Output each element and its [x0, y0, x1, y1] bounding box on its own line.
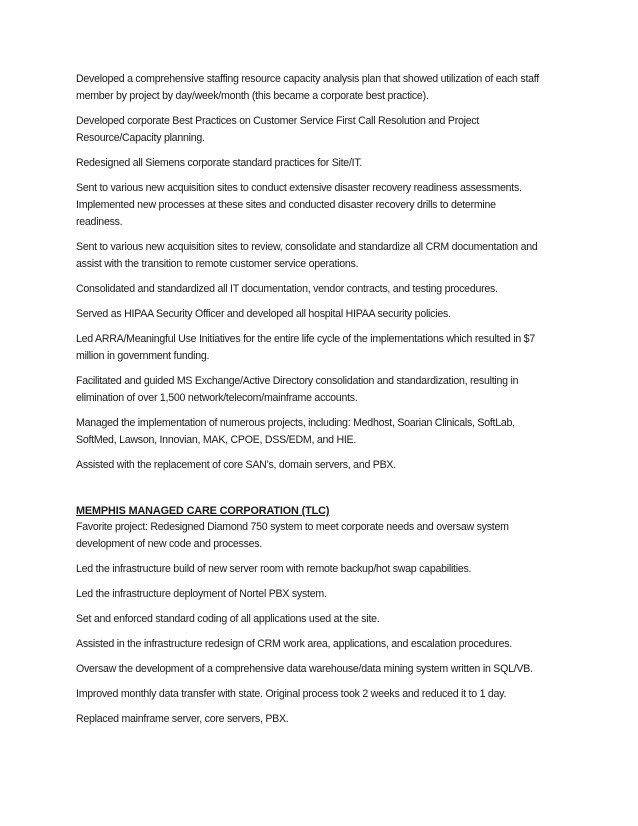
- achievement-paragraph: Improved monthly data transfer with state. Original process took 2 weeks and reduced it to 1 day.: [76, 688, 507, 700]
- achievement-paragraph: Managed the implementation of numerous projects, including: Medhost, Soarian Clinicals, SoftLab, SoftMed, Lawson, Innovian, MAK, CPOE, DSS/EDM, and HIE.: [76, 417, 515, 446]
- achievement-paragraph: Led the infrastructure deployment of Nortel PBX system.: [76, 588, 327, 600]
- achievement-paragraph: Developed a comprehensive staffing resource capacity analysis plan that showed utilization of each staff member by project by day/week/month (this became a corporate best practice).: [76, 73, 539, 102]
- achievement-paragraph: Redesigned all Siemens corporate standard practices for Site/IT.: [76, 157, 363, 169]
- achievement-paragraph: Sent to various new acquisition sites to review, consolidate and standardize all CRM documentation and assist with the transition to remote customer service operations.: [76, 241, 538, 270]
- achievement-paragraph: Sent to various new acquisition sites to conduct extensive disaster recovery readiness assessments. Implemented new processes at these sites and conducted disaster recovery drills to determine readiness.: [76, 182, 522, 228]
- achievement-paragraph: Led ARRA/Meaningful Use Initiatives for the entire life cycle of the implementations which resulted in $7 million in government funding.: [76, 333, 535, 362]
- achievement-paragraph: Oversaw the development of a comprehensive data warehouse/data mining system written in SQL/VB.: [76, 663, 533, 675]
- employer-heading: MEMPHIS MANAGED CARE CORPORATION (TLC): [76, 505, 330, 517]
- achievement-paragraph: Facilitated and guided MS Exchange/Active Directory consolidation and standardization, resulting in elimination of over 1,500 network/telecom/mainframe accounts.: [76, 375, 519, 404]
- achievement-paragraph: Replaced mainframe server, core servers, PBX.: [76, 713, 289, 725]
- resume-content: [76, 71, 576, 736]
- achievement-paragraph: Led the infrastructure build of new server room with remote backup/hot swap capabilities.: [76, 563, 472, 575]
- achievement-paragraph: Served as HIPAA Security Officer and developed all hospital HIPAA security policies.: [76, 308, 451, 320]
- achievement-paragraph: Assisted in the infrastructure redesign of CRM work area, applications, and escalation procedures.: [76, 638, 512, 650]
- achievement-paragraph: Assisted with the replacement of core SAN’s, domain servers, and PBX.: [76, 459, 396, 471]
- achievement-paragraph: Set and enforced standard coding of all applications used at the site.: [76, 613, 380, 625]
- achievement-paragraph: Consolidated and standardized all IT documentation, vendor contracts, and testing procedures.: [76, 283, 498, 295]
- achievement-paragraph: Developed corporate Best Practices on Customer Service First Call Resolution and Project Resource/Capacity planning.: [76, 115, 480, 144]
- section-divider-space: [76, 482, 576, 503]
- favorite-project-paragraph: Favorite project: Redesigned Diamond 750 system to meet corporate needs and oversaw system development of new code and processes.: [76, 521, 509, 550]
